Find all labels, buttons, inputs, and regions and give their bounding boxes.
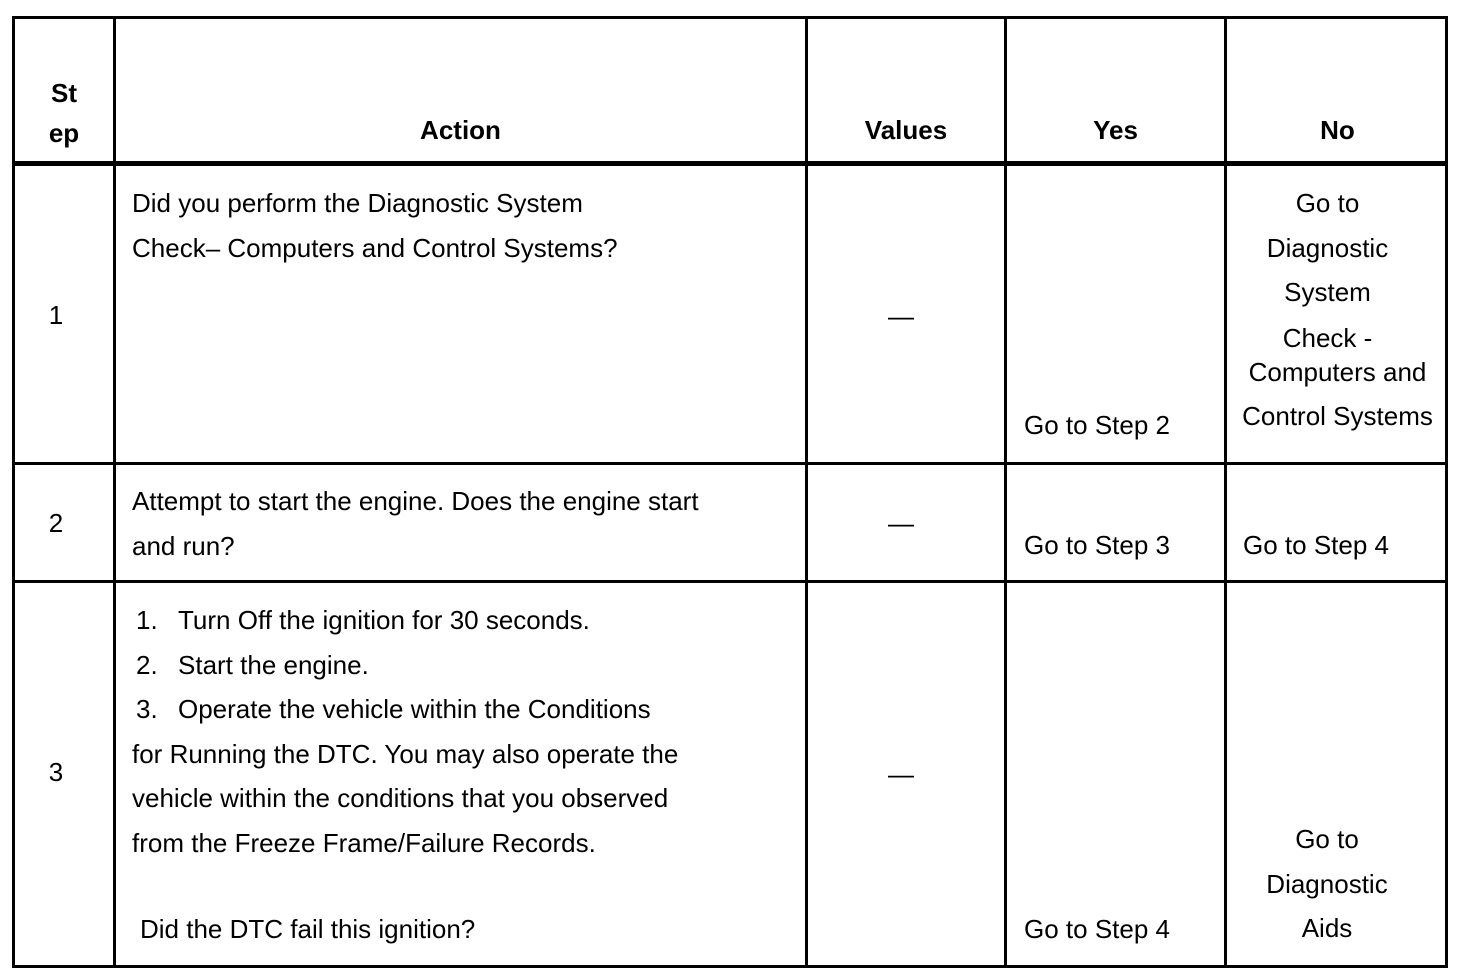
- row1-no-line: System: [1284, 277, 1371, 307]
- row3-yes: Go to Step 4: [1024, 914, 1170, 944]
- header-action: Action: [420, 115, 501, 145]
- row3-no-line: Diagnostic: [1266, 868, 1388, 899]
- row1-yes: Go to Step 2: [1024, 410, 1170, 440]
- header-no: No: [1320, 115, 1355, 145]
- row1-no-line: Diagnostic: [1266, 232, 1389, 263]
- header-yes: Yes: [1093, 115, 1138, 145]
- row3-values: —: [888, 759, 914, 789]
- row3-no-line: Go to: [1295, 824, 1359, 854]
- row3-action-question: Did the DTC fail this ignition?: [140, 914, 476, 944]
- row1-action: [132, 181, 618, 270]
- header-step-line2: ep: [48, 118, 80, 148]
- row3-action-line: vehicle within the conditions that you observed: [132, 783, 669, 813]
- row3-action-line: from the Freeze Frame/Failure Records.: [132, 827, 596, 858]
- row1-no-line: Go to: [1295, 188, 1360, 218]
- row3-action-list-item: [132, 643, 678, 688]
- list-number: 2.: [136, 649, 158, 680]
- list-text: Start the engine.: [178, 649, 369, 680]
- row3-action-list-item: [132, 687, 678, 732]
- row2-yes: Go to Step 3: [1024, 530, 1170, 560]
- column-divider: [1004, 16, 1007, 968]
- row-divider: [12, 462, 1448, 465]
- row3-step: 3: [48, 757, 64, 787]
- row1-values: —: [888, 301, 914, 331]
- list-text: Turn Off the ignition for 30 seconds.: [178, 605, 590, 635]
- row1-no-line: Check -: [1282, 322, 1373, 353]
- list-text: Operate the vehicle within the Conditions: [178, 694, 651, 724]
- list-number: 3.: [136, 694, 158, 724]
- row2-action-line: and run?: [132, 530, 235, 561]
- header-divider: [12, 161, 1448, 166]
- column-divider: [805, 16, 808, 968]
- row1-no: [1227, 181, 1448, 443]
- column-divider: [113, 16, 116, 968]
- row3-action-line: for Running the DTC. You may also operate the: [132, 738, 679, 769]
- row1-action-line: Check– Computers and Control Systems?: [132, 232, 618, 263]
- row-divider: [12, 580, 1448, 583]
- row1-no-line: Control Systems: [1242, 400, 1433, 431]
- row3-action-list-item: [132, 598, 678, 643]
- row1-no-line: Computers and: [1248, 356, 1427, 387]
- row3-no-line: Aids: [1301, 913, 1353, 943]
- row2-action: [132, 479, 699, 568]
- row2-values: —: [888, 508, 914, 538]
- list-number: 1.: [136, 605, 158, 635]
- row3-action: [132, 598, 678, 952]
- header-values: Values: [864, 115, 948, 145]
- row1-step: 1: [48, 300, 64, 330]
- row3-no: [1227, 817, 1427, 951]
- row2-action-line: Attempt to start the engine. Does the engine start: [132, 486, 699, 516]
- row2-no: Go to Step 4: [1243, 530, 1389, 560]
- header-step: [15, 73, 113, 153]
- row1-action-line: Did you perform the Diagnostic System: [132, 188, 583, 218]
- row2-step: 2: [48, 508, 64, 538]
- header-step-line1: St: [51, 78, 77, 108]
